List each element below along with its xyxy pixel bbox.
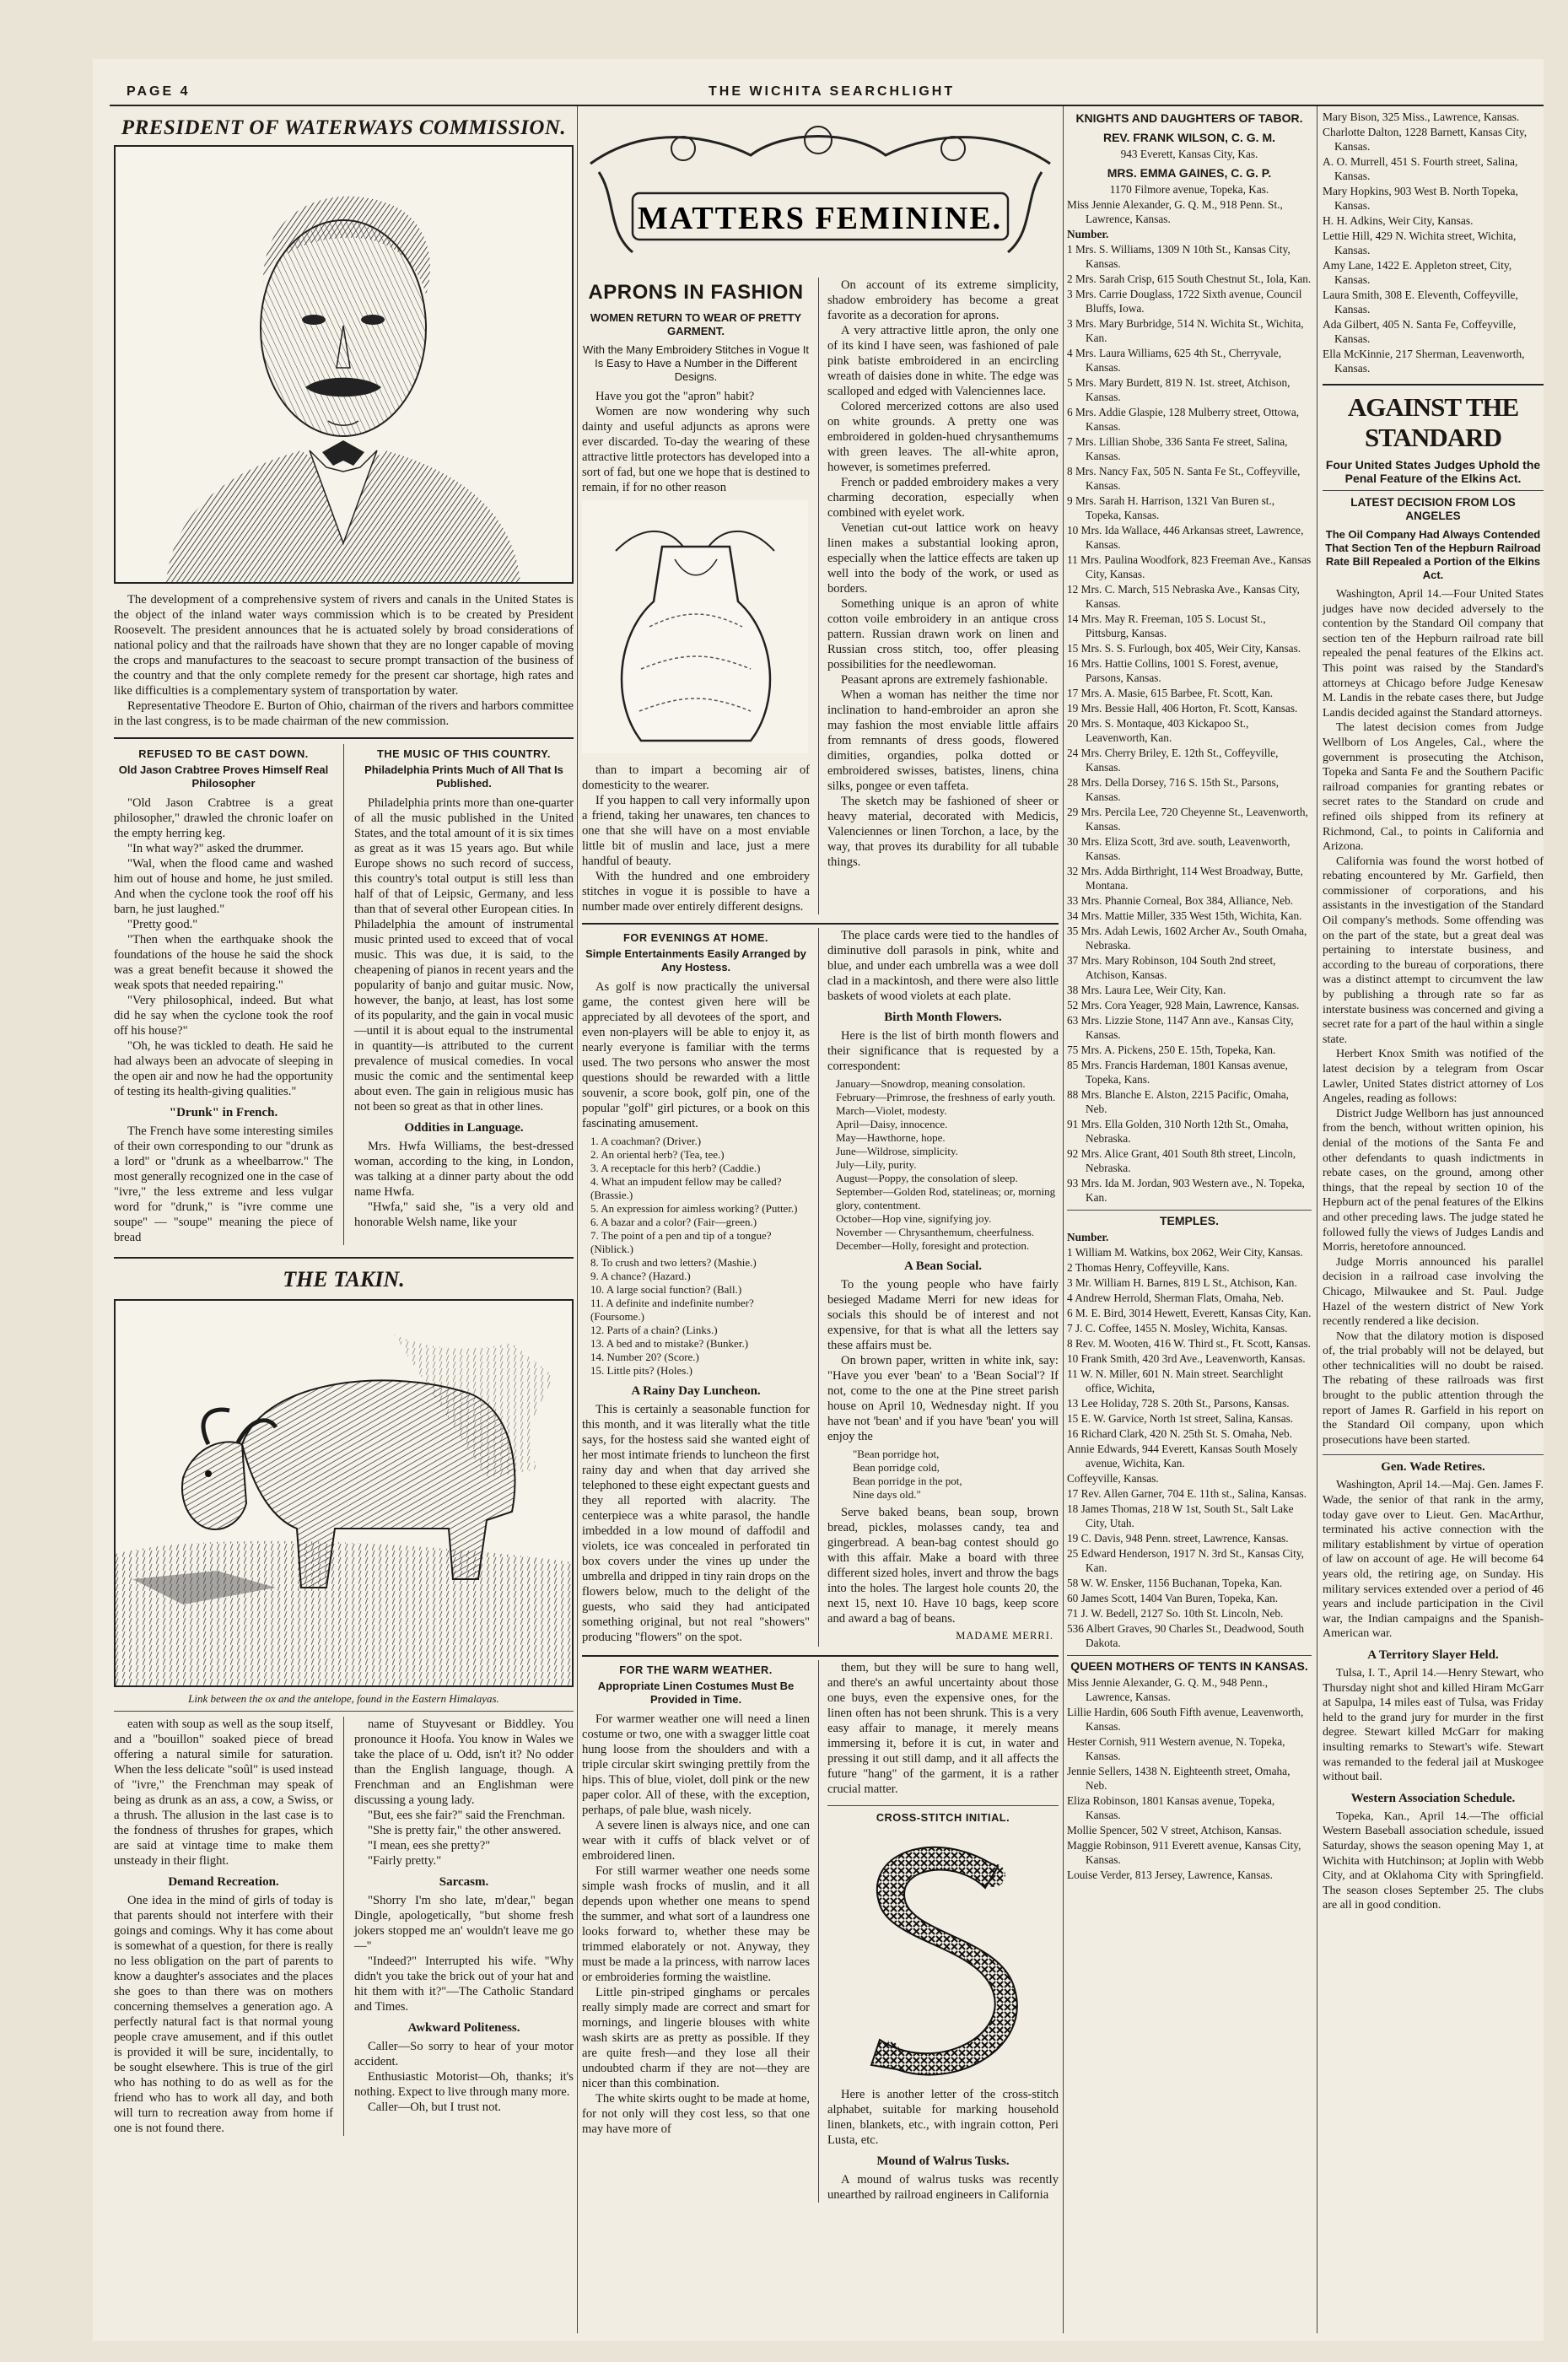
matters-feminine-banner <box>582 113 1059 273</box>
western-paragraph: Topeka, Kan., April 14.—The official Western Baseball association schedule, issued Saturday, shows the season opening May 1, at Wichita with Hutchinson; at Joplin with Webb City, and at Oklahoma City with Springfield. The season closes September 25. The clubs are all in good condition. <box>1323 1809 1544 1912</box>
standard-paragraph: Washington, April 14.—Four United States judges have now decided adversely to the contention by the Standard Oil company that section ten of the Hepburn railroad rate bill repealed the penal features of the Elkins act. This point was raised by the Standard's attorneys at Chicago before Judge Kenesaw M. Landis in the rebate cases there, but Judge Landis decided against the Standard attorneys. <box>1323 588 1544 720</box>
tabor-entry: 75 Mrs. A. Pickens, 250 E. 15th, Topeka, Kan. <box>1067 1043 1276 1056</box>
queen-entry: Laura Smith, 308 E. Eleventh, Coffeyville, Kansas. <box>1323 289 1518 315</box>
quiz-item: 14. Number 20? (Score.) <box>590 1351 699 1363</box>
column-rule <box>343 744 344 1245</box>
quiz-item: 7. The point of a pen and tip of a tongue? (Niblick.) <box>590 1229 772 1255</box>
refused-paragraph: "Oh, he was tickled to death. He said he had always been an advocate of sleeping in the open air and now he had the opportunity of testing its health-giving qualities." <box>114 1039 333 1098</box>
queen-entry: Jennie Sellers, 1438 N. Eighteenth street, Omaha, Neb. <box>1067 1765 1291 1792</box>
standard-paragraph: Herbert Knox Smith was notified of the latest decision by a telegram from Oscar Lawler, United States district attorney of Los Angeles, reading as follows: <box>1323 1048 1544 1106</box>
waterways-paragraph: The development of a comprehensive system of rivers and canals in the United States is the object of the inland water ways commission which is to be created by President Roosevelt. The president announces that he is actuated solely by broad considerations of national policy and that the railroads have shown that they are no longer capable of moving the crops and manufactures to the seacoast to secure prompt transaction of the business of the country and that the only complete remedy for the present car shortage, high rates and like difficulties is a complementary system of transportation by water. <box>114 593 574 698</box>
quiz-item: 6. A bazar and a color? (Fair—green.) <box>590 1216 757 1228</box>
temple-entry: 19 C. Davis, 948 Penn. street, Lawrence, Kansas. <box>1067 1532 1289 1545</box>
headline-slayer: A Territory Slayer Held. <box>1367 1647 1499 1662</box>
two-column-section <box>114 1711 574 2136</box>
aprons-paragraph: Something unique is an apron of white cotton voile embroidery in an antique cross pattern. Russian drawn work on linen and Russian cross stitch, too, offer pleasing possibilities for the needlewoman. <box>827 597 1059 671</box>
bean-paragraph: To the young people who have fairly besieged Madame Merri for new ideas for socials this should be of interest and not expensive, for that is what all the letters say these affairs must be. <box>827 1278 1059 1352</box>
tabor-entry: 7 Mrs. Lillian Shobe, 336 Santa Fe street, Salina, Kansas. <box>1067 435 1288 462</box>
tabor-entry: 37 Mrs. Mary Robinson, 104 South 2nd street, Atchison, Kansas. <box>1067 954 1276 981</box>
tabor-entry: 8 Mrs. Nancy Fax, 505 N. Santa Fe St., Coffeyville, Kansas. <box>1067 465 1301 492</box>
temple-entry: Annie Edwards, 944 Everett, Kansas South Mosely avenue, Wichita, Kan. <box>1067 1443 1298 1470</box>
aprons-paragraph: than to impart a becoming air of domesticity to the wearer. <box>582 763 810 792</box>
officer-address: 943 Everett, Kansas City, Kas. <box>1120 148 1258 160</box>
oddities-continued-paragraph: "I mean, ees she pretty?" <box>368 1839 491 1852</box>
deck-aprons: With the Many Embroidery Stitches in Vogue It Is Easy to Have a Number in the Different Designs. <box>582 343 810 383</box>
temple-entry: 18 James Thomas, 218 W 1st, South St., Salt Lake City, Utah. <box>1067 1502 1294 1529</box>
oddities-paragraph: Mrs. Hwfa Williams, the best-dressed woman, according to the king, in London, was talking at a dinner party about the odd name Hwfa. <box>354 1140 574 1199</box>
aprons-paragraph: French or padded embroidery makes a very charming decoration, especially when combined with eyelet work. <box>827 476 1059 520</box>
waterways-paragraph: Representative Theodore E. Burton of Ohio, chairman of the rivers and harbors committee in the last congress, is to be made chairman of the new commission. <box>114 699 574 728</box>
drunk-paragraph: The French have some interesting similes of their own corresponding to our "drunk as a lord" or "drunk as a wheelbarrow." The most generally recognized one in the case of "ivre," the less extreme and less vulgar word for "drunk," is "ivre comme une soupe" — "soupe" meaning the piece of bread <box>114 1124 333 1244</box>
quiz-item: 3. A receptacle for this herb? (Caddie.) <box>590 1162 761 1174</box>
oddities-continued-paragraph: "She is pretty fair," the other answered. <box>368 1824 562 1837</box>
subhead-evenings: Simple Entertainments Easily Arranged by Any Hostess. <box>585 947 806 973</box>
awkward-paragraph: Enthusiastic Motorist—Oh, thanks; it's nothing. Expect to live through many more. <box>354 2070 574 2099</box>
headline-takin: THE TAKIN. <box>114 1257 574 1292</box>
month-item: October—Hop vine, signifying joy. <box>836 1212 992 1225</box>
headline-wade: Gen. Wade Retires. <box>1323 1454 1544 1475</box>
tabor-entry: 6 Mrs. Addie Glaspie, 128 Mulberry street, Ottowa, Kansas. <box>1067 406 1300 433</box>
aprons-paragraph: If you happen to call very informally upon a friend, taking her unawares, ten chances to one that she will have on a most enviable little bit of muslin and lace, just a mere handful of beauty. <box>582 794 810 868</box>
aprons-paragraph: When a woman has neither the time nor inclination to hand-embroider an apron she may fashion the most enviable little affairs from remnants of dress goods, flowered dimities, organdies, polka dotted or embroidered swisses, batistes, linens, china silks, pongee or even taffeta. <box>827 688 1059 793</box>
quiz-item: 15. Little pits? (Holes.) <box>590 1364 692 1377</box>
headline-rainy: A Rainy Day Luncheon. <box>631 1384 761 1398</box>
temple-entry: 1 William M. Watkins, box 2062, Weir City, Kansas. <box>1067 1246 1303 1259</box>
standard-paragraph: California was found the worst hotbed of rebating encountered by Mr. Garfield, then commissioner of corporations, and his assistants in the investigation of the Standard Oil company's methods. Some offending was on the part of the state, but a great deal was pertaining to interstate business, and according to the bureau of corporations, there was a distinct attempt to circumvent the law by publishing a through rate so far as interstate business was concerned and giving a secret rate for a part of the haul within a single state. <box>1323 855 1544 1046</box>
month-item: November — Chrysanthemum, cheerfulness. <box>836 1226 1035 1238</box>
tabor-entry: 38 Mrs. Laura Lee, Weir City, Kan. <box>1067 984 1226 996</box>
month-item: March—Violet, modesty. <box>836 1104 947 1117</box>
tabor-entry: 16 Mrs. Hattie Collins, 1001 S. Forest, avenue, Parsons, Kansas. <box>1067 657 1279 684</box>
number-label: Number. <box>1067 228 1109 240</box>
month-item: April—Daisy, innocence. <box>836 1118 948 1130</box>
oddities-continued-paragraph: name of Stuyvesant or Biddley. You pronounce it Hoofa. You know in Wales we take the place of u. Odd, isn't it? No odder than the English language, though. A Frenchman and an Englishman were discussing a young lady. <box>354 1718 574 1807</box>
tabor-entry: 35 Mrs. Adah Lewis, 1602 Archer Av., South Omaha, Nebraska. <box>1067 925 1307 952</box>
tabor-entry: 32 Mrs. Adda Birthright, 114 West Broadway, Butte, Montana. <box>1067 865 1303 892</box>
oddities-continued-paragraph: "But, ees she fair?" said the Frenchman. <box>368 1809 565 1822</box>
aprons-paragraph: Peasant aprons are extremely fashionable. <box>841 673 1048 687</box>
temple-entry: 13 Lee Holiday, 728 S. 20th St., Parsons, Kansas. <box>1067 1397 1290 1410</box>
refused-paragraph: "In what way?" asked the drummer. <box>127 842 304 855</box>
aprons-paragraph: A very attractive little apron, the only one of its kind I have seen, was fashioned of pale pink batiste embroidered in an encircling wreath of daisies done in white. The edge was scalloped and edged with Valenciennes lace. <box>827 324 1059 398</box>
tabor-entry: 3 Mrs. Mary Burbridge, 514 N. Wichita St., Wichita, Kan. <box>1067 317 1304 344</box>
column-3 <box>1067 106 1312 1883</box>
tabor-entry: 30 Mrs. Eliza Scott, 3rd ave. south, Leavenworth, Kansas. <box>1067 835 1291 862</box>
temples-list <box>1067 1245 1312 1650</box>
queens-list <box>1067 1675 1312 1882</box>
column-rule <box>1063 106 1064 2333</box>
quiz-item: 4. What an impudent fellow may be called? (Brassie.) <box>590 1175 782 1201</box>
temple-entry: 8 Rev. M. Wooten, 416 W. Third st., Ft. Scott, Kansas. <box>1067 1337 1312 1350</box>
tabor-entry: 20 Mrs. S. Montaque, 403 Kickapoo St., Leavenworth, Kan. <box>1067 717 1249 744</box>
rainy-paragraph: The place cards were tied to the handles of diminutive doll parasols in pink, white and blue, and under each umbrella was a wee doll clad in a mackintosh, and there were also little baskets of wood violets at each plate. <box>827 929 1059 1003</box>
refused-paragraph: "Wal, when the flood came and washed him out of house and home, he just smiled. And when the cyclone took the roof off his barn, he just laughed." <box>114 857 333 916</box>
warm-paragraph: For still warmer weather one needs some simple wash frocks of muslin, and it all depends upon whether one means to spend the summer, and what sort of a laundress one looks forward to, whether these may be trimmed elaborately or not. Anyway, they must be made a la princess, with narrow laces or embroideries forming the waistline. <box>582 1864 810 1984</box>
month-item: January—Snowdrop, meaning consolation. <box>836 1077 1026 1090</box>
queen-entry: Mary Hopkins, 903 West B. North Topeka, Kansas. <box>1323 185 1518 212</box>
queen-entry: H. H. Adkins, Weir City, Kansas. <box>1323 214 1474 227</box>
headline-birth-flowers: Birth Month Flowers. <box>884 1011 1002 1024</box>
slayer-paragraph: Tulsa, I. T., April 14.—Henry Stewart, who Thursday night shot and killed Hiram McGarr at Sapulpa, 14 miles east of Tulsa, was Friday held to the grand jury for murder in the first degree. Stewart killed McGarr for making insulting remarks to Stewart's wife. Stewart was remanded to the federal jail at Muskogee without bail. <box>1323 1666 1544 1784</box>
warm-paragraph: For warmer weather one will need a linen costume or two, one with a swagger little coat hung loose from the shoulders and with a triple circular skirt swinging prettily from the hips. This of blue, violet, doll pink or the new paper color. All of these, with the exception, perhaps, of pale blue, wash nicely. <box>582 1712 810 1817</box>
queen-entry: Eliza Robinson, 1801 Kansas avenue, Topeka, Kansas. <box>1067 1794 1275 1821</box>
bean-paragraph: On brown paper, written in white ink, say: "Have you ever 'bean' to a 'Bean Social'? If not, come to the one at the Pine street parish house on April 10, Wednesday night. If you have not 'bean' and if you have 'bean' you will enjoy the <box>827 1354 1059 1443</box>
takin-illustration <box>114 1299 574 1687</box>
temple-entry: 7 J. C. Coffee, 1455 N. Mosley, Wichita, Kansas. <box>1067 1322 1288 1335</box>
tabor-entry: 63 Mrs. Lizzie Stone, 1147 Ann ave., Kansas City, Kansas. <box>1067 1014 1294 1041</box>
headline-temples: TEMPLES. <box>1067 1210 1312 1228</box>
tabor-entry: 85 Mrs. Francis Hardeman, 1801 Kansas avenue, Topeka, Kans. <box>1067 1059 1288 1086</box>
cross-stitch-initial <box>829 1829 1057 2082</box>
queen-entry: Mollie Spencer, 502 V street, Atchison, Kansas. <box>1067 1824 1282 1836</box>
temple-entry: 71 J. W. Bedell, 2127 So. 10th St. Lincoln, Neb. <box>1067 1607 1284 1620</box>
queen-entry: Hester Cornish, 911 Western avenue, N. Topeka, Kansas. <box>1067 1735 1285 1762</box>
aprons-paragraph: Venetian cut-out lattice work on heavy linen makes a substantial looking apron, especially when the lattice effects are taken up well into the body of the work, or used as borders. <box>827 521 1059 596</box>
quiz-item: 1. A coachman? (Driver.) <box>590 1135 702 1147</box>
month-item: September—Golden Rod, statelineas; or, morning glory, contentment. <box>836 1185 1056 1211</box>
temple-entry: 2 Thomas Henry, Coffeyville, Kans. <box>1067 1261 1230 1274</box>
standard-paragraph: District Judge Wellborn has just announced from the bench, without written opinion, his denial of the motions of the Santa Fe and other defendants to quash indictments in rebate cases, on the ground, among other things, that the repeal by section 10 of the Hepburn act of the penal features of the Elkins and other preceding laws. The judge stated he followed fully the views of Judges Landis and Morris, heretofore announced. <box>1323 1107 1544 1254</box>
birth-paragraph: Here is the list of birth month flowers and their significance that is requested by a correspondent: <box>827 1029 1059 1073</box>
aprons-paragraph: Women are now wondering why such dainty and useful adjuncts as aprons were ever discarded. To-day the wearing of these attractive little protectors has developed into a sort of fad, but one we hope that is destined to remain, if for no other reason <box>582 405 810 494</box>
portrait-engraving <box>116 147 572 582</box>
apron-sketch <box>582 500 808 753</box>
officer-line: MRS. EMMA GAINES, C. G. P. <box>1107 166 1272 180</box>
verse-line: Nine days old." <box>853 1488 921 1501</box>
tabor-entry: 3 Mrs. Carrie Douglass, 1722 Sixth avenue, Council Bluffs, Iowa. <box>1067 288 1302 315</box>
tabor-entry: 5 Mrs. Mary Burdett, 819 N. 1st. street, Atchison, Kansas. <box>1067 376 1291 403</box>
deck-standard: LATEST DECISION FROM LOS ANGELES <box>1323 490 1544 523</box>
temple-entry: 17 Rev. Allen Garner, 704 E. 11th st., Salina, Kansas. <box>1067 1487 1307 1500</box>
headline-evenings: FOR EVENINGS AT HOME. <box>623 931 768 944</box>
queen-entry: Maggie Robinson, 911 Everett avenue, Kansas City, Kansas. <box>1067 1839 1301 1866</box>
column-4 <box>1323 106 1544 1913</box>
drunk-continued-paragraph: eaten with soup as well as the soup itself, and a "bouillon" soaked piece of bread offering a natural simile for saturation. When the less delicate "soûl" is used instead of "ivre," the Frenchman may speak of being as drunk as an ass, a cow, a Swiss, or a thrush. The allusion in the last case is to the fondness of thrushes for grapes, which are said at vintage time to make them unsteady in their flight. <box>114 1718 333 1868</box>
deck-standard: Four United States Judges Uphold the Penal Feature of the Elkins Act. <box>1325 458 1541 485</box>
headline-waterways: PRESIDENT OF WATERWAYS COMMISSION. <box>121 116 567 139</box>
headline-against-standard: AGAINST THE STANDARD <box>1323 384 1544 453</box>
warm-paragraph: The white skirts ought to be made at home, for not only will they cost less, so that one may have more of <box>582 2092 810 2136</box>
queen-entry: Ada Gilbert, 405 N. Santa Fe, Coffeyville, Kansas. <box>1323 318 1517 345</box>
bean-paragraph: Serve baked beans, bean soup, brown bread, pickles, molasses candy, tea and gingerbread. A bean-bag contest should go with this affair. Make a board with three different sized holes, invert and throw the bags into the holes. The largest hole counts 20, the next 15, next 10. Have 10 bags, keep score and award a bag of beans. <box>827 1506 1059 1626</box>
month-item: August—Poppy, the consolation of sleep. <box>836 1172 1018 1184</box>
headline-aprons: APRONS IN FASHION <box>588 281 804 304</box>
tabor-entry: 2 Mrs. Sarah Crisp, 615 South Chestnut St., Iola, Kan. <box>1067 272 1312 285</box>
month-item: June—Wildrose, simplicity. <box>836 1145 958 1157</box>
quiz-item: 8. To crush and two letters? (Mashie.) <box>590 1256 757 1269</box>
tabor-entry: 9 Mrs. Sarah H. Harrison, 1321 Van Buren st., Topeka, Kansas. <box>1067 494 1275 521</box>
evenings-paragraph: As golf is now practically the universal game, the contest given here will be appreciated by all devotees of the sport, and even non-players will be able to enjoy it, as nearly everyone is familiar with the terms used. The two persons who answer the most questions should be rewarded with a little souvenir, a score book, golf pin, one of the popular "golf" girl pictures, or a book on this fascinating amusement. <box>582 980 810 1130</box>
refused-paragraph: "Very philosophical, indeed. But what did he say when the cyclone took the roof off his house?" <box>114 994 333 1038</box>
newspaper-name: THE WICHITA SEARCHLIGHT <box>709 84 956 99</box>
masthead <box>127 84 1544 103</box>
standard-paragraph: The latest decision comes from Judge Wellborn of Los Angeles, Cal., where the government is prosecuting the Atchison, Topeka and Santa Fe and the Southern Pacific railroad companies for granting rebates or secret rates to the Standard on crude and refined oils shipped from its refinery at Richmond, Cal., to points in California and Arizona. <box>1323 721 1544 854</box>
refused-paragraph: "Pretty good." <box>127 918 198 931</box>
tabor-entry: 93 Mrs. Ida M. Jordan, 903 Western ave., N. Topeka, Kan. <box>1067 1177 1305 1204</box>
headline-awkward: Awkward Politeness. <box>407 2021 520 2035</box>
column-rule <box>577 106 578 2333</box>
queen-entry: Amy Lane, 1422 E. Appleton street, City, Kansas. <box>1323 259 1512 286</box>
tabor-entry: 14 Mrs. May R. Freeman, 105 S. Locust St., Pittsburg, Kansas. <box>1067 612 1266 639</box>
quiz-item: 2. An oriental herb? (Tea, tee.) <box>590 1148 725 1161</box>
tabor-entry: 1 Mrs. S. Williams, 1309 N 10th St., Kansas City, Kansas. <box>1067 243 1291 270</box>
headline-sarcasm: Sarcasm. <box>439 1875 489 1889</box>
headline-western-schedule: Western Association Schedule. <box>1350 1791 1516 1805</box>
tabor-entry: 52 Mrs. Cora Yeager, 928 Main, Lawrence, Kansas. <box>1067 999 1300 1011</box>
tabor-entry: 29 Mrs. Percila Lee, 720 Cheyenne St., Leavenworth, Kansas. <box>1067 806 1308 833</box>
temple-entry: Coffeyville, Kansas. <box>1067 1472 1159 1485</box>
birth-flowers-list <box>836 1077 1059 1253</box>
temple-entry: 536 Albert Graves, 90 Charles St., Deadwood, South Dakota. <box>1067 1622 1305 1649</box>
queen-entry: Lettie Hill, 429 N. Wichita street, Wichita, Kansas. <box>1323 229 1517 256</box>
rainy-paragraph: This is certainly a seasonable function for this month, and it was literally what the title says, for the hostess said she wanted eight of her most intimate friends to luncheon the first rainy day and when that day arrived she telephoned to these eight expectant guests and they all reported with alacrity. The centerpiece was a white parasol, the handle imbedded in a low mound of daffodil and violets, ice was concealed in perforated tin box covers under the vines up under the umbrella and dripped in tiny rain drops on the flowers below, much to the delight of the guests, who said they had anticipated something original, but not real "showers" producing "flowers" on the spot. <box>582 1403 810 1644</box>
queen-entry: Charlotte Dalton, 1228 Barnett, Kansas City, Kansas. <box>1323 126 1528 153</box>
temple-entry: 10 Frank Smith, 420 3rd Ave., Leavenworth, Kansas. <box>1067 1352 1306 1365</box>
demand-paragraph: One idea in the mind of girls of today is that parents should not interfere with their goings and comings. Why it has come about is somewhat of a question, for there is really no less obligation on the part of parents to know a daughter's associates and the places she goes to than there was on mothers concerning themselves a generation ago. A perfectly natural fact is that normal young people crave amusement, and if this outlet is provided it will be sure, incidentally, to be sought elsewhere. This is true of the girl who has nothing to do as well as for the friend who has to work all day, and both will turn to recreation away from home if one is not found there. <box>114 1894 333 2135</box>
standard-paragraph: Judge Morris announced his parallel decision in a railroad case involving the Chicago, Milwaukee and St. Paul. Judge Hazel of the western district of New York recently rendered a like decision. <box>1323 1255 1544 1329</box>
month-item: May—Hawthorne, hope. <box>836 1131 946 1144</box>
subhead-refused: Old Jason Crabtree Proves Himself Real Philosopher <box>118 763 329 790</box>
banner-title: MATTERS FEMININE. <box>637 201 1003 236</box>
takin-engraving <box>116 1301 572 1685</box>
queen-entry: Lillie Hardin, 606 South Fifth avenue, Leavenworth, Kansas. <box>1067 1706 1304 1733</box>
headline-knights-daughters: KNIGHTS AND DAUGHTERS OF TABOR. <box>1075 111 1303 125</box>
walrus-paragraph: A mound of walrus tusks was recently unearthed by railroad engineers in California <box>827 2173 1059 2202</box>
column-1 <box>114 106 574 2136</box>
headline-queen-mothers: QUEEN MOTHERS OF TENTS IN KANSAS. <box>1067 1655 1312 1674</box>
oddities-paragraph: "Hwfa," said she, "is a very old and honorable Welsh name, like your <box>354 1200 574 1229</box>
tabor-entry: 92 Mrs. Alice Grant, 401 South 8th street, Lincoln, Nebraska. <box>1067 1147 1296 1174</box>
aprons-paragraph: The sketch may be fashioned of sheer or heavy material, decorated with Medicis, Valenciennes or linen Torchon, a lace, by the way, that proves its durability for all tubable things. <box>827 795 1059 869</box>
aprons-paragraph: With the hundred and one embroidery stitches in vogue it is possible to have a number made over entirely different designs. <box>582 870 810 914</box>
signature: MADAME MERRI. <box>956 1630 1053 1642</box>
temple-entry: 4 Andrew Herrold, Sherman Flats, Omaha, Neb. <box>1067 1292 1285 1304</box>
verse-line: Bean porridge in the pot, <box>853 1475 962 1487</box>
headline-music: THE MUSIC OF THIS COUNTRY. <box>377 747 551 760</box>
temple-entry: 15 E. W. Garvice, North 1st street, Salina, Kansas. <box>1067 1412 1294 1425</box>
headline-refused: REFUSED TO BE CAST DOWN. <box>138 747 309 760</box>
temple-entry: 6 M. E. Bird, 3014 Hewett, Everett, Kansas City, Kan. <box>1067 1307 1312 1319</box>
subhead-music: Philadelphia Prints Much of All That Is Published. <box>364 763 563 790</box>
tabor-entry: 4 Mrs. Laura Williams, 625 4th St., Cherryvale, Kansas. <box>1067 347 1282 374</box>
temple-entry: 3 Mr. William H. Barnes, 819 L St., Atchison, Kan. <box>1067 1276 1297 1289</box>
tabor-entry: 91 Mrs. Ella Golden, 310 North 12th St., Omaha, Nebraska. <box>1067 1118 1289 1145</box>
queen-entry: Louise Verder, 813 Jersey, Lawrence, Kansas. <box>1067 1869 1273 1881</box>
tabor-entry: 17 Mrs. A. Masie, 615 Barbee, Ft. Scott, Kan. <box>1067 687 1274 699</box>
refused-paragraph: "Then when the earthquake shook the foundations of the house he said the shock was a great benefit because it showed the weak spots that needed repairing." <box>114 933 333 992</box>
temple-entry: 16 Richard Clark, 420 N. 25th St. S. Omaha, Neb. <box>1067 1427 1293 1440</box>
month-item: December—Holly, foresight and protection. <box>836 1239 1030 1252</box>
headline-drunk: "Drunk" in French. <box>169 1106 278 1119</box>
cross-stitch-paragraph: Here is another letter of the cross-stitch alphabet, suitable for marking household linen, blankets, etc., with ingrain cotton, Peri Lusta, etc. <box>827 2088 1059 2147</box>
temple-entry: 25 Edward Henderson, 1917 N. 3rd St., Kansas City, Kan. <box>1067 1547 1304 1574</box>
sarcasm-paragraph: "Indeed?" Interrupted his wife. "Why didn't you take the brick out of your hat and hit them with it?"—The Catholic Standard and Times. <box>354 1955 574 2014</box>
quiz-item: 11. A definite and indefinite number? (Foursome.) <box>590 1297 754 1323</box>
standard-paragraph: Now that the dilatory motion is disposed of, the trial probably will not be delayed, but other technicalities will no doubt be raised. The rebating of these railroads was first brought to the public attention through the report of James R. Garfield in his report on the Standard Oil company, upon which prosecutions have been started. <box>1323 1329 1544 1447</box>
tabor-list <box>1067 242 1312 1205</box>
tabor-entry: 10 Mrs. Ida Wallace, 446 Arkansas street, Lawrence, Kansas. <box>1067 524 1304 551</box>
verse-line: "Bean porridge hot, <box>853 1448 940 1460</box>
awkward-paragraph: Caller—Oh, but I trust not. <box>368 2100 502 2114</box>
officer-line: REV. FRANK WILSON, C. G. M. <box>1102 131 1276 144</box>
oddities-continued-paragraph: "Fairly pretty." <box>368 1854 442 1868</box>
headline-demand: Demand Recreation. <box>168 1875 279 1889</box>
subhead-warm-weather: Appropriate Linen Costumes Must Be Provided in Time. <box>597 1680 795 1706</box>
queen-entry: A. O. Murrell, 451 S. Fourth street, Salina, Kansas. <box>1323 155 1518 182</box>
temple-entry: 58 W. W. Ensker, 1156 Buchanan, Topeka, Kan. <box>1067 1577 1283 1589</box>
portrait-illustration <box>114 145 574 584</box>
tabor-entry: 24 Mrs. Cherry Briley, E. 12th St., Coffeyville, Kansas. <box>1067 747 1279 774</box>
column-rule <box>343 1717 344 2136</box>
tabor-entry: 88 Mrs. Blanche E. Alston, 2215 Pacific, Omaha, Neb. <box>1067 1088 1289 1115</box>
queen-entry: Ella McKinnie, 217 Sherman, Leavenworth, Kansas. <box>1323 348 1525 375</box>
verse-line: Bean porridge cold, <box>853 1461 940 1474</box>
aprons-paragraph: On account of its extreme simplicity, shadow embroidery has become a great favorite as a decoration for aprons. <box>827 278 1059 322</box>
tabor-entry: 15 Mrs. S. S. Furlough, box 405, Weir City, Kansas. <box>1067 642 1301 655</box>
tabor-entry: 28 Mrs. Della Dorsey, 716 S. 15th St., Parsons, Kansas. <box>1067 776 1280 803</box>
tabor-entry: 11 Mrs. Paulina Woodfork, 823 Freeman Ave., Kansas City, Kansas. <box>1067 553 1312 580</box>
warm-paragraph: them, but they will be sure to hang well, and there's an awful uncertainty about those one buys, even the expensive ones, for the linen often has not been shrunk. This is a very easy affair to manage, it merely means immersing it, before it is cut, in water and pressing it out still damp, and it all affects the future "hang" of the garment, it is a rather crucial matter. <box>827 1661 1059 1796</box>
headline-warm-weather: FOR THE WARM WEATHER. <box>619 1664 773 1676</box>
bean-verse <box>853 1448 1059 1502</box>
queens-list-continued <box>1323 110 1544 375</box>
temple-entry: 11 W. N. Miller, 601 N. Main street. Searchlight office, Wichita, <box>1067 1367 1284 1394</box>
awkward-paragraph: Caller—So sorry to hear of your motor accident. <box>354 2040 574 2068</box>
month-item: July—Lily, purity. <box>836 1158 917 1171</box>
tabor-entry: 12 Mrs. C. March, 515 Nebraska Ave., Kansas City, Kansas. <box>1067 583 1300 610</box>
quiz-item: 9. A chance? (Hazard.) <box>590 1270 691 1282</box>
golf-quiz-list <box>590 1135 810 1378</box>
quiz-item: 5. An expression for aimless working? (Putter.) <box>590 1202 798 1215</box>
sarcasm-paragraph: "Shorry I'm sho late, m'dear," began Dingle, apologetically, "but shome fresh jokers stopped me an' wouldn't leave me go—" <box>354 1894 574 1953</box>
quiz-item: 12. Parts of a chain? (Links.) <box>590 1324 718 1336</box>
temple-entry: 60 James Scott, 1404 Van Buren, Topeka, Kan. <box>1067 1592 1279 1604</box>
takin-caption: Link between the ox and the antelope, found in the Eastern Himalayas. <box>188 1692 499 1705</box>
quiz-item: 10. A large social function? (Ball.) <box>590 1283 742 1296</box>
refused-paragraph: "Old Jason Crabtree is a great philosopher," drawled the chronic loafer on the empty herring keg. <box>114 796 333 840</box>
tabor-entry: 19 Mrs. Bessie Hall, 406 Horton, Ft. Scott, Kansas. <box>1067 702 1298 715</box>
officer-address: Miss Jennie Alexander, G. Q. M., 918 Penn. St., Lawrence, Kansas. <box>1067 198 1283 225</box>
music-paragraph: Philadelphia prints more than one-quarter of all the music published in the United States, and the total amount of it is six times as great as it was 15 years ago. But while Europe shows no such record of success, this country's total output is still less than half of that of Leipsic, Germany, and less than that of several other European cities. In Philadelphia the amount of instrumental music printed used to exceed that of vocal music. This was due, it is said, to the cheapening of pianos in recent years and the popularity of banjo and guitar music. Now, however, the banjo, at least, has lost some of its popularity, and the gain in vocal music—until it is about equal to the instrumental in quantity—is attributed to the current prevalence of musical comedies. In vocal music the comic and the sentimental keep about even. The gain in religious music has not been so great as that in other lines. <box>354 796 574 1114</box>
quiz-item: 13. A bed and to mistake? (Bunker.) <box>590 1337 749 1350</box>
aprons-paragraph: Colored mercerized cottons are also used on white grounds. A pretty one was embroidered in golden-hued chrysanthemums with green leaves. The all-white apron, however, is sometimes preferred. <box>827 400 1059 474</box>
headline-oddities: Oddities in Language. <box>404 1121 524 1135</box>
warm-paragraph: Little pin-striped ginghams or percales really simply made are correct and smart for mornings, and lingerie blouses with white wash skirts are as pretty as possible. If they are quite fresh—and they lose all their undoubted charm if they are not—they are nicer than this combination. <box>582 1986 810 2090</box>
queen-entry: Mary Bison, 325 Miss., Lawrence, Kansas. <box>1323 111 1520 123</box>
tabor-entry: 34 Mrs. Mattie Miller, 335 West 15th, Wichita, Kan. <box>1067 909 1302 922</box>
month-item: February—Primrose, the freshness of early youth. <box>836 1091 1056 1103</box>
deck-standard: The Oil Company Had Always Contended That Section Ten of the Hepburn Railroad Rate Bill Repealed a Portion of the Elkins Act. <box>1325 528 1541 581</box>
headline-walrus: Mound of Walrus Tusks. <box>876 2154 1010 2168</box>
warm-paragraph: A severe linen is always nice, and one can wear with it cuffs of black velvet or of embroidered linen. <box>582 1819 810 1863</box>
tabor-entry: 33 Mrs. Phannie Corneal, Box 384, Alliance, Neb. <box>1067 894 1294 907</box>
page-number: PAGE 4 <box>127 84 191 99</box>
wade-paragraph: Washington, April 14.—Maj. Gen. James F. Wade, the senior of that rank in the army, today gave over to Lieut. Gen. MacArthur, terminated his active connection with the military establishment by virtue of operation of law on account of age. He will become 64 years old, the retiring age, on Sunday. His military services extended over a period of 46 years and include participation in the Civil war, the Indian campaigns and the Spanish-American war. <box>1323 1479 1544 1641</box>
officer-address: 1170 Filmore avenue, Topeka, Kas. <box>1109 183 1269 196</box>
headline-cross-stitch: CROSS-STITCH INITIAL. <box>827 1805 1059 1824</box>
column-2 <box>582 106 1059 2203</box>
aprons-paragraph: Have you got the "apron" habit? <box>595 390 755 403</box>
queen-entry: Miss Jennie Alexander, G. Q. M., 948 Penn., Lawrence, Kansas. <box>1067 1676 1269 1703</box>
headline-bean-social: A Bean Social. <box>903 1259 983 1273</box>
number-label: Number. <box>1067 1231 1109 1243</box>
two-column-section <box>114 737 574 1245</box>
deck-aprons: WOMEN RETURN TO WEAR OF PRETTY GARMENT. <box>590 311 802 337</box>
